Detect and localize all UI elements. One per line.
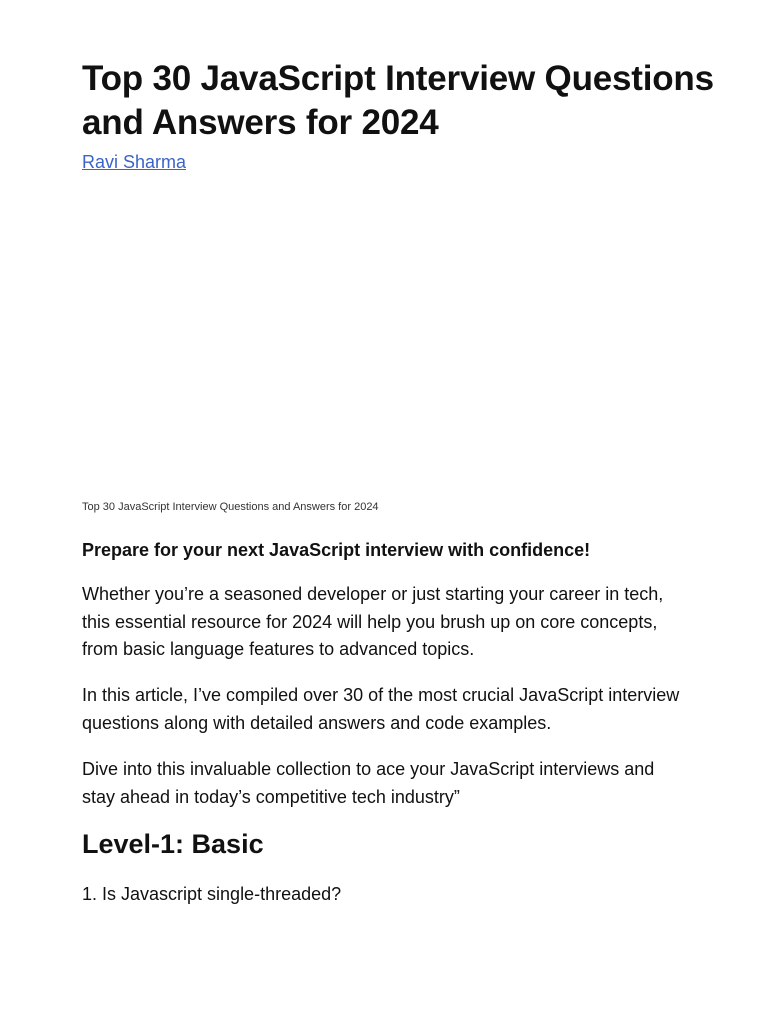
article-title: Top 30 JavaScript Interview Questions and Answers for 2024 [82,59,714,142]
question-item: 1. Is Javascript single-threaded? [82,884,342,904]
paragraph-2: In this article, I’ve compiled over 30 of the most crucial JavaScript interview questions along with detailed answers and code examples. [82,685,680,733]
article-image [82,190,682,485]
author-link[interactable]: Ravi Sharma [82,152,187,172]
image-caption: Top 30 JavaScript Interview Questions and Answers for 2024 [82,501,379,513]
lead-paragraph: Prepare for your next JavaScript interview with confidence! [82,540,591,560]
section-heading: Level-1: Basic [82,829,264,859]
paragraph-1: Whether you’re a seasoned developer or just starting your career in tech, this essential resource for 2024 will help you brush up on core concepts, from basic language features to advanced topics. [82,584,664,659]
paragraph-3: Dive into this invaluable collection to ace your JavaScript interviews and stay ahead in today’s competitive tech industry” [82,759,655,807]
